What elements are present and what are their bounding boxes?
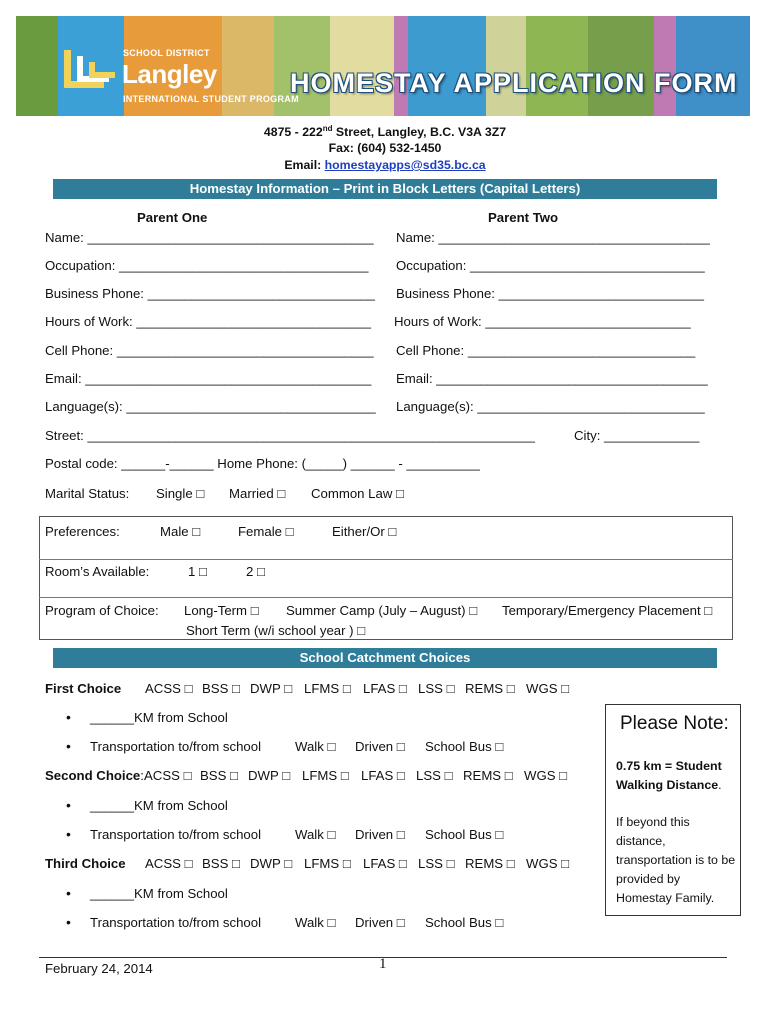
second-choice-lfms-checkbox[interactable]: LFMS □ <box>302 768 349 783</box>
form-title: HOMESTAY APPLICATION FORM <box>290 68 738 98</box>
third-choice-lfas-checkbox[interactable]: LFAS □ <box>363 856 407 871</box>
banner-stripe <box>676 16 750 116</box>
program-summer-camp-checkbox[interactable]: Summer Camp (July – August) □ <box>286 603 478 618</box>
third-choice-acss-checkbox[interactable]: ACSS □ <box>145 856 193 871</box>
second-choice-label-wrap <box>45 768 144 783</box>
postal-home-phone-field[interactable]: Postal code: ______-______ Home Phone: (_____) ______ - __________ <box>45 456 480 471</box>
third-choice-bss-checkbox[interactable]: BSS □ <box>202 856 241 871</box>
program-label: Program of Choice: <box>45 603 159 618</box>
address-part: 4875 - 222 <box>263 125 323 140</box>
first-choice-bss-checkbox[interactable]: BSS □ <box>202 681 241 696</box>
second-choice-school-bus-checkbox[interactable]: School Bus □ <box>425 827 504 842</box>
second-choice-acss-checkbox[interactable]: ACSS □ <box>144 768 192 783</box>
page-number: 1 <box>379 956 387 972</box>
marital-married-checkbox[interactable]: Married □ <box>229 486 286 501</box>
preference-female-checkbox[interactable]: Female □ <box>238 524 294 539</box>
marital-common-law-checkbox[interactable]: Common Law □ <box>311 486 404 501</box>
first-choice-lfms-checkbox[interactable]: LFMS □ <box>304 681 351 696</box>
rooms-label: Room’s Available: <box>45 564 150 579</box>
email-label: Email: <box>284 158 325 172</box>
first-choice-label: First Choice <box>45 681 122 696</box>
first-choice-transport-label: Transportation to/from school <box>90 739 262 754</box>
parent-two-cell-field[interactable]: Cell Phone: _______________________________ <box>396 343 696 358</box>
parent-one-heading: Parent One <box>137 210 208 225</box>
parent-two-heading: Parent Two <box>488 210 559 225</box>
please-note-box <box>605 704 741 916</box>
first-choice-rems-checkbox[interactable]: REMS □ <box>465 681 515 696</box>
city-field[interactable]: City: _____________ <box>574 428 700 443</box>
first-choice-lfas-checkbox[interactable]: LFAS □ <box>363 681 407 696</box>
banner-stripe <box>588 16 654 116</box>
second-choice-walk-checkbox[interactable]: Walk □ <box>295 827 336 842</box>
third-choice-dwp-checkbox[interactable]: DWP □ <box>250 856 293 871</box>
first-choice-dwp-checkbox[interactable]: DWP □ <box>250 681 293 696</box>
walking-distance-period: . <box>718 778 722 792</box>
footer-date: February 24, 2014 <box>45 961 153 976</box>
second-choice-dwp-checkbox[interactable]: DWP □ <box>248 768 291 783</box>
program-temporary-checkbox[interactable]: Temporary/Emergency Placement □ <box>502 603 713 618</box>
marital-single-checkbox[interactable]: Single □ <box>156 486 205 501</box>
rooms-1-checkbox[interactable]: 1 □ <box>188 564 207 579</box>
bullet-icon: • <box>66 738 71 754</box>
banner-stripe <box>16 16 58 116</box>
parent-one-business-phone-field[interactable]: Business Phone: _______________________________ <box>45 286 375 301</box>
third-choice-label: Third Choice <box>45 856 126 871</box>
third-choice-lss-checkbox[interactable]: LSS □ <box>418 856 455 871</box>
please-note-title: Please Note: <box>620 713 729 734</box>
bullet-icon: • <box>66 826 71 842</box>
second-choice-lss-checkbox[interactable]: LSS □ <box>416 768 453 783</box>
bullet-icon: • <box>66 914 71 930</box>
banner-stripe <box>330 16 394 116</box>
second-choice-lfas-checkbox[interactable]: LFAS □ <box>361 768 405 783</box>
first-choice-lss-checkbox[interactable]: LSS □ <box>418 681 455 696</box>
fax-line: Fax: (604) 532-1450 <box>328 141 442 155</box>
address-part: Street, Langley, B.C. V3A 3Z7 <box>332 125 507 140</box>
first-choice-km-field[interactable]: ______KM from School <box>90 710 228 725</box>
walking-distance-note <box>616 757 734 795</box>
second-choice-driven-checkbox[interactable]: Driven □ <box>355 827 405 842</box>
street-field[interactable]: Street: _____________________________________________________________ <box>45 428 535 443</box>
parent-two-email-field[interactable]: Email: _____________________________________ <box>396 371 708 386</box>
third-choice-walk-checkbox[interactable]: Walk □ <box>295 915 336 930</box>
bullet-icon: • <box>66 797 71 813</box>
bullet-icon: • <box>66 885 71 901</box>
header-banner <box>16 16 750 116</box>
banner-stripe <box>394 16 408 116</box>
second-choice-transport-label: Transportation to/from school <box>90 827 262 842</box>
transportation-note: If beyond this distance, transportation is to be provided by Homestay Family. <box>616 815 736 905</box>
parent-one-hours-field[interactable]: Hours of Work: ________________________________ <box>45 314 372 329</box>
third-choice-lfms-checkbox[interactable]: LFMS □ <box>304 856 351 871</box>
bullet-icon: • <box>66 709 71 725</box>
parent-two-business-phone-field[interactable]: Business Phone: ____________________________ <box>396 286 704 301</box>
third-choice-school-bus-checkbox[interactable]: School Bus □ <box>425 915 504 930</box>
logo-school-district: SCHOOL DISTRICT <box>123 48 210 58</box>
email-line <box>0 158 770 172</box>
first-choice-wgs-checkbox[interactable]: WGS □ <box>526 681 570 696</box>
address-line <box>0 124 770 139</box>
second-choice-km-field[interactable]: ______KM from School <box>90 798 228 813</box>
preference-either-checkbox[interactable]: Either/Or □ <box>332 524 397 539</box>
parent-one-occupation-field[interactable]: Occupation: __________________________________ <box>45 258 369 273</box>
first-choice-school-bus-checkbox[interactable]: School Bus □ <box>425 739 504 754</box>
second-choice-rems-checkbox[interactable]: REMS □ <box>463 768 513 783</box>
banner-stripe <box>486 16 526 116</box>
logo-program: INTERNATIONAL STUDENT PROGRAM <box>123 94 299 104</box>
address-superscript: nd <box>322 124 333 133</box>
email-link[interactable]: homestayapps@sd35.bc.ca <box>324 158 486 172</box>
third-choice-wgs-checkbox[interactable]: WGS □ <box>526 856 570 871</box>
third-choice-rems-checkbox[interactable]: REMS □ <box>465 856 515 871</box>
logo-langley: Langley <box>122 59 217 89</box>
parent-one-name-field[interactable]: Name: _______________________________________ <box>45 230 374 245</box>
program-short-term-checkbox[interactable]: Short Term (w/i school year ) □ <box>186 623 366 638</box>
walking-distance-bold: 0.75 km = Student Walking Distance <box>616 759 722 792</box>
second-choice-wgs-checkbox[interactable]: WGS □ <box>524 768 568 783</box>
marital-status-label: Marital Status: <box>45 486 130 501</box>
rooms-2-checkbox[interactable]: 2 □ <box>246 564 265 579</box>
banner-stripe <box>526 16 588 116</box>
second-choice-colon: : <box>140 768 144 783</box>
banner-stripe <box>654 16 676 116</box>
second-choice-bss-checkbox[interactable]: BSS □ <box>200 768 239 783</box>
third-choice-driven-checkbox[interactable]: Driven □ <box>355 915 405 930</box>
second-choice-label: Second Choice <box>45 768 141 783</box>
divider <box>39 597 733 598</box>
first-choice-acss-checkbox[interactable]: ACSS □ <box>145 681 193 696</box>
third-choice-transport-label: Transportation to/from school <box>90 915 262 930</box>
banner-stripe <box>408 16 486 116</box>
langley-logo-icon <box>60 46 120 100</box>
preferences-label: Preferences: <box>45 524 120 539</box>
preference-male-checkbox[interactable]: Male □ <box>160 524 201 539</box>
program-long-term-checkbox[interactable]: Long-Term □ <box>184 603 259 618</box>
parent-one-language-field[interactable]: Language(s): __________________________________ <box>45 399 376 414</box>
divider <box>39 559 733 560</box>
parent-two-hours-field[interactable]: Hours of Work: ____________________________ <box>394 314 691 329</box>
parent-two-occupation-field[interactable]: Occupation: ________________________________ <box>396 258 705 273</box>
parent-one-cell-field[interactable]: Cell Phone: ___________________________________ <box>45 343 374 358</box>
homestay-info-header: Homestay Information – Print in Block Letters (Capital Letters) <box>53 179 717 199</box>
school-catchment-header: School Catchment Choices <box>53 648 717 668</box>
parent-two-name-field[interactable]: Name: _____________________________________ <box>396 230 710 245</box>
parent-two-language-field[interactable]: Language(s): _______________________________ <box>396 399 705 414</box>
parent-one-email-field[interactable]: Email: _______________________________________ <box>45 371 372 386</box>
first-choice-walk-checkbox[interactable]: Walk □ <box>295 739 336 754</box>
first-choice-driven-checkbox[interactable]: Driven □ <box>355 739 405 754</box>
third-choice-km-field[interactable]: ______KM from School <box>90 886 228 901</box>
